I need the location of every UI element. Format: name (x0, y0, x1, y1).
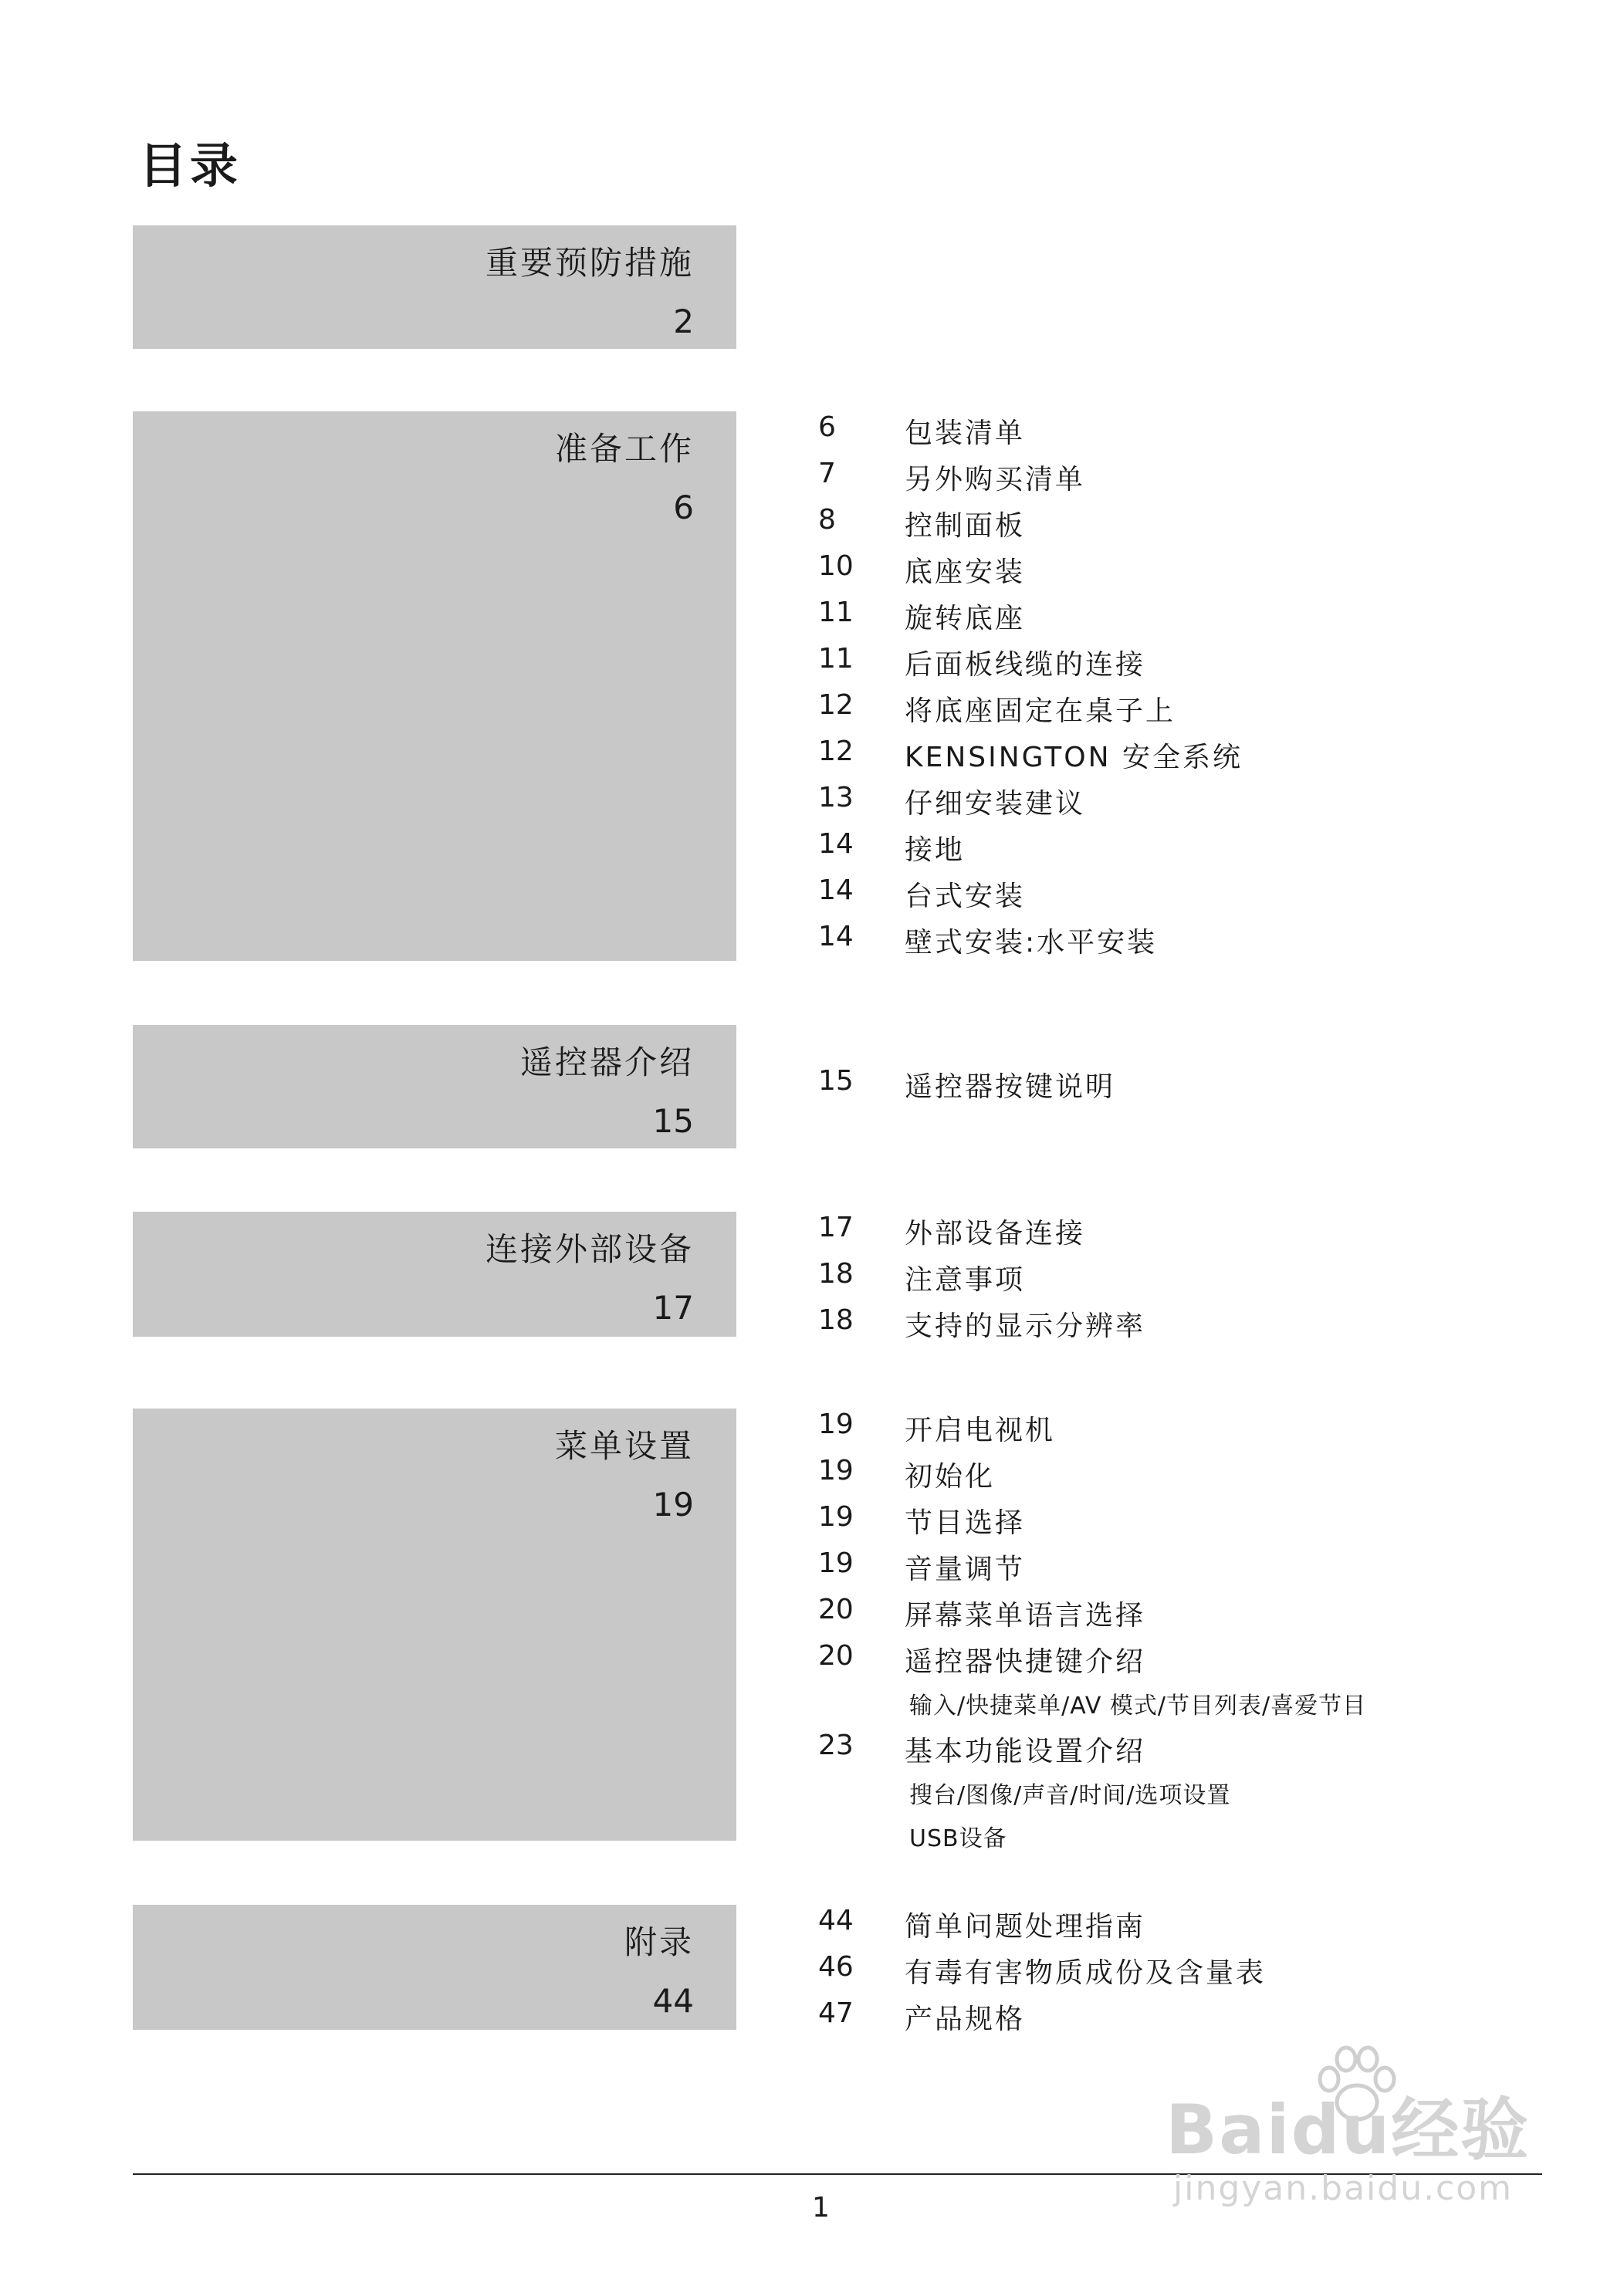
entry-page: 19 (818, 1455, 854, 1486)
page-title: 目录 (139, 137, 242, 194)
entry-page: 14 (818, 874, 854, 906)
watermark-url: jingyan.baidu.com (1173, 2169, 1514, 2208)
section-title: 遥控器介绍 (519, 1043, 694, 1081)
section-entries (818, 1409, 1366, 1862)
section-header-box[interactable] (133, 411, 736, 961)
entry-label: 旋转底座 (905, 603, 1026, 634)
entry-label: 屏幕菜单语言选择 (905, 1600, 1146, 1632)
entry-page: 12 (818, 736, 854, 767)
toc-entry[interactable] (818, 1455, 1366, 1501)
section-title: 准备工作 (554, 430, 694, 468)
entry-page: 8 (818, 504, 836, 536)
entry-label: 遥控器快捷键介绍 (905, 1646, 1146, 1678)
toc-entry[interactable] (818, 1730, 1366, 1776)
entry-label: 初始化 (905, 1461, 996, 1493)
entry-label: 基本功能设置介绍 (905, 1736, 1146, 1767)
entry-label: 遥控器按键说明 (905, 1071, 1116, 1103)
section-page: 17 (652, 1289, 694, 1327)
entry-label: 台式安装 (905, 881, 1026, 912)
entry-label: 产品规格 (905, 2004, 1026, 2035)
entry-page: 18 (818, 1304, 854, 1336)
footer-page-number: 1 (812, 2192, 830, 2224)
section-header-box[interactable] (133, 1025, 736, 1148)
section-header-box[interactable] (133, 1212, 736, 1337)
entry-label: 壁式安装:水平安装 (905, 927, 1158, 959)
section-header-box[interactable] (133, 225, 736, 349)
entry-label: 有毒有害物质成份及含量表 (905, 1957, 1267, 1989)
entry-label: 节目选择 (905, 1507, 1026, 1539)
entry-label: 支持的显示分辨率 (905, 1310, 1146, 1342)
entry-page: 19 (818, 1409, 854, 1440)
section-header-box[interactable] (133, 1409, 736, 1841)
section-page: 2 (673, 303, 694, 340)
entry-page: 18 (818, 1258, 854, 1290)
toc-entry[interactable] (818, 1547, 1366, 1594)
entry-label: 另外购买清单 (905, 464, 1086, 495)
section-page: 15 (652, 1102, 694, 1140)
entry-page: 20 (818, 1594, 854, 1625)
entry-page: 19 (818, 1547, 854, 1579)
section-page: 19 (652, 1486, 694, 1524)
section-title: 重要预防措施 (485, 244, 694, 282)
entry-page: 10 (818, 550, 854, 582)
entry-label: 将底座固定在桌子上 (905, 695, 1176, 727)
toc-sub-entry[interactable]: 输入/快捷菜单/AV 模式/节目列表/喜爱节目 (909, 1693, 1367, 1720)
section-title: 连接外部设备 (485, 1230, 694, 1268)
entry-page: 11 (818, 597, 854, 628)
section-header-box[interactable] (133, 1905, 736, 2030)
entry-page: 7 (818, 458, 836, 489)
entry-label: 注意事项 (905, 1264, 1026, 1296)
entry-label: 底座安装 (905, 556, 1026, 588)
toc-entry[interactable] (818, 1501, 1366, 1547)
entry-page: 12 (818, 689, 854, 721)
entry-label: 仔细安装建议 (905, 788, 1086, 820)
entry-page: 20 (818, 1640, 854, 1672)
entry-label: 开启电视机 (905, 1415, 1056, 1446)
section-title: 菜单设置 (554, 1427, 694, 1465)
toc-entry[interactable] (818, 1594, 1366, 1640)
entry-page: 6 (818, 411, 836, 443)
watermark-logo-text: Baidu经验 (1166, 2090, 1531, 2169)
entry-page: 13 (818, 782, 854, 813)
entry-page: 19 (818, 1501, 854, 1533)
entry-page: 17 (818, 1212, 854, 1243)
entry-page: 11 (818, 643, 854, 675)
entry-page: 14 (818, 828, 854, 860)
section-page: 44 (652, 1982, 694, 2020)
entry-label: 控制面板 (905, 510, 1026, 542)
entry-page: 47 (818, 1997, 854, 2029)
section-page: 6 (673, 489, 694, 526)
toc-sub-entry[interactable]: USB设备 (909, 1825, 1007, 1852)
entry-page: 23 (818, 1730, 854, 1761)
entry-label: 简单问题处理指南 (905, 1911, 1146, 1943)
section-title: 附录 (624, 1923, 694, 1961)
entry-label: 后面板线缆的连接 (905, 649, 1146, 681)
toc-sub-entry[interactable]: 搜台/图像/声音/时间/选项设置 (909, 1782, 1231, 1809)
entry-label: 外部设备连接 (905, 1218, 1086, 1250)
toc-entry[interactable] (818, 1409, 1366, 1455)
entry-page: 46 (818, 1951, 854, 1983)
entry-page: 44 (818, 1905, 854, 1936)
watermark (1166, 2045, 1567, 2223)
toc-entry[interactable] (818, 1640, 1366, 1686)
entry-page: 15 (818, 1065, 854, 1097)
entry-label: 包装清单 (905, 418, 1026, 449)
entry-label: KENSINGTON 安全系统 (905, 742, 1243, 773)
entry-page: 14 (818, 921, 854, 952)
entry-label: 音量调节 (905, 1554, 1026, 1585)
entry-label: 接地 (905, 834, 966, 866)
